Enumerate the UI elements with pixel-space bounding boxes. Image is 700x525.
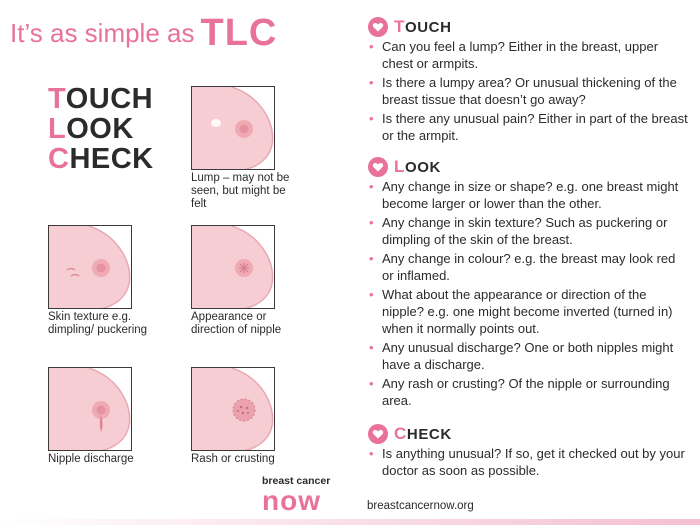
list-item: • Is anything unusual? If so, get it checked out by your doctor as soon as possible. — [368, 445, 688, 479]
tlc-rest: OUCH — [65, 83, 154, 115]
caption-lump: Lump – may not be seen, but might be felt — [191, 172, 290, 210]
heading-initial: L — [394, 157, 405, 176]
check-list — [368, 445, 688, 481]
tlc-words — [48, 84, 154, 174]
list-item: • Is there a lumpy area? Or unusual thickening of the breast tissue that doesn’t go away? — [368, 74, 688, 108]
list-item: • Any change in colour? e.g. the breast may look red or inflamed. — [368, 250, 688, 284]
logo-line-2: now — [262, 485, 321, 516]
illustration-nipple-discharge — [48, 367, 132, 451]
headline — [10, 12, 277, 55]
list-item: • Any change in size or shape? e.g. one breast might become larger or lower than the other. — [368, 178, 688, 212]
section-look-heading — [368, 157, 441, 177]
caption-nipple-appearance: Appearance or direction of nipple — [191, 311, 282, 336]
tlc-rest: HECK — [69, 143, 154, 175]
tlc-word-look — [48, 114, 154, 144]
section-touch-title — [394, 17, 452, 37]
list-item: • Is there any unusual pain? Either in part of the breast or the armpit. — [368, 110, 688, 144]
heading-rest: OUCH — [404, 19, 452, 36]
website-link[interactable]: breastcancernow.org — [367, 500, 474, 512]
heart-icon — [368, 424, 388, 444]
tlc-word-touch — [48, 84, 154, 114]
tlc-initial: T — [48, 83, 66, 115]
section-check-heading — [368, 424, 452, 444]
headline-prefix: It’s as simple as — [10, 18, 195, 48]
list-item: • What about the appearance or direction of the nipple? e.g. one might become inverted (turned in) when it normally points out. — [368, 286, 688, 337]
breast-cancer-now-logo — [262, 475, 330, 515]
logo-line-1: breast cancer — [262, 475, 331, 487]
list-item: • Any unusual discharge? One or both nipples might have a discharge. — [368, 339, 688, 373]
section-check-title — [394, 424, 452, 444]
illustration-nipple-appearance — [191, 225, 275, 309]
breast-dimpling-icon — [49, 226, 132, 309]
section-look-title — [394, 157, 441, 177]
breast-rash-icon — [192, 368, 275, 451]
list-item: • Can you feel a lump? Either in the breast, upper chest or armpits. — [368, 38, 688, 72]
footer-bar — [0, 519, 700, 525]
tlc-initial: C — [48, 143, 70, 175]
list-item: • Any change in skin texture? Such as puckering or dimpling of the skin of the breast. — [368, 214, 688, 248]
heading-initial: C — [394, 424, 407, 443]
heading-initial: T — [394, 17, 405, 36]
section-touch-heading — [368, 17, 452, 37]
illustration-skin-texture — [48, 225, 132, 309]
heading-rest: HECK — [406, 426, 452, 443]
breast-nipple-icon — [192, 226, 275, 309]
illustration-lump — [191, 86, 275, 170]
look-list — [368, 178, 688, 411]
heading-rest: OOK — [404, 159, 441, 176]
caption-rash: Rash or crusting — [191, 453, 275, 465]
caption-skin-texture: Skin texture e.g. dimpling/ puckering — [48, 311, 148, 336]
tlc-rest: OOK — [66, 113, 134, 145]
illustration-rash — [191, 367, 275, 451]
heart-icon — [368, 17, 388, 37]
heart-icon — [368, 157, 388, 177]
breast-lump-icon — [192, 87, 275, 170]
breast-discharge-icon — [49, 368, 132, 451]
caption-nipple-discharge: Nipple discharge — [48, 453, 134, 465]
tlc-word-check — [48, 144, 154, 174]
touch-list — [368, 38, 688, 146]
headline-acronym: TLC — [200, 12, 278, 54]
tlc-initial: L — [48, 113, 67, 145]
list-item: • Any rash or crusting? Of the nipple or surrounding area. — [368, 375, 688, 409]
